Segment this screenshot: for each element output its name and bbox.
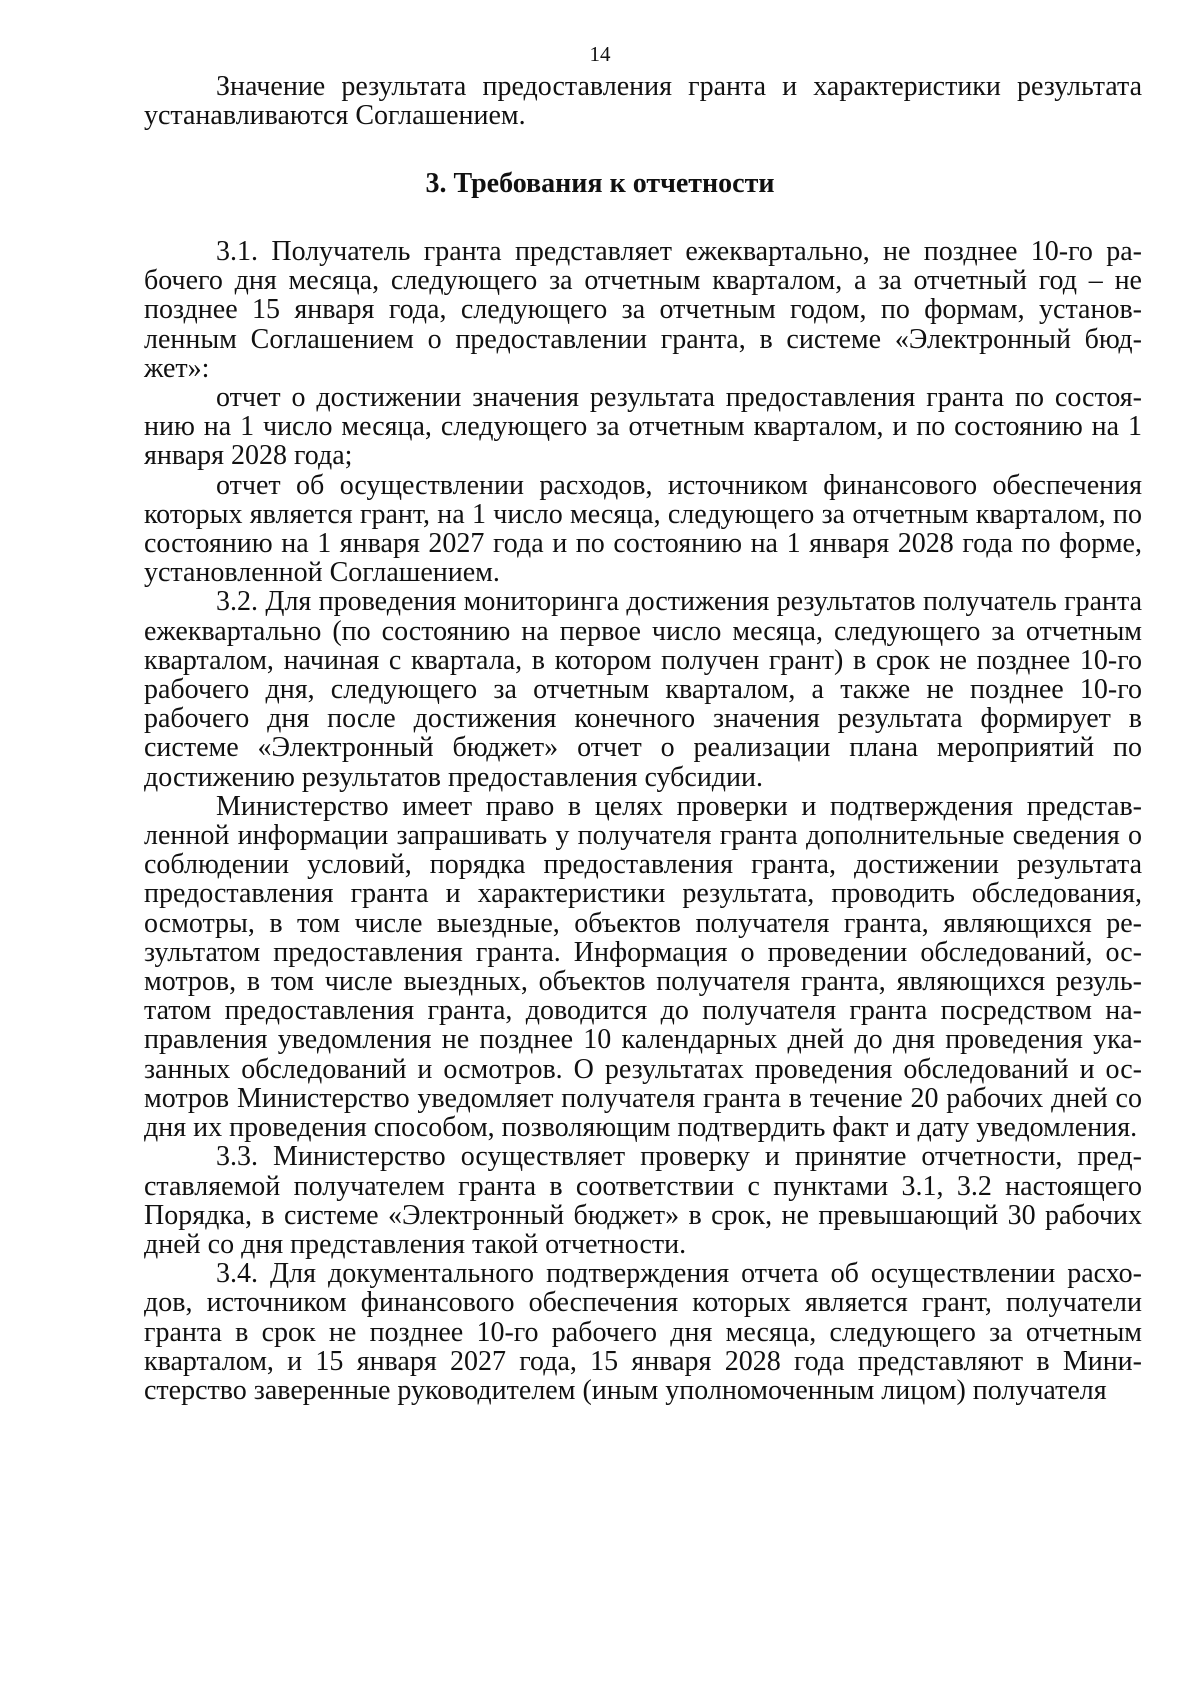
paragraph-3-1: 3.1. Получатель гранта представляет ежеквартально, не позднее 10-го рабочего дня месяца, следующего за отчетным кварталом, а за отчетный год – не позднее 15 января года, следующего за отчетным годом, по формам, установленным Соглашением о предоставлении гранта, в системе «Электронный бюджет»: [144,236,1142,384]
paragraph-3-2: 3.2. Для проведения мониторинга достижения результатов получатель гранта ежеквартально (по состоянию на первое число месяца, следующего за отчетным кварталом, начиная с квартала, в котором получен грант) в срок не позднее 10-го рабочего дня, следующего за отчетным кварталом, а также не позднее 10-го рабочего дня после достижения конечного значения результата формирует в системе «Электронный бюджет» отчет о реализации плана мероприятий по достижению результатов предоставления субсидии. [144,586,1142,793]
paragraph-report-expenses: отчет об осуществлении расходов, источником финансового обеспечения которых является грант, на 1 число месяца, следующего за отчетным кварталом, по состоянию на 1 января 2027 года и по состоянию на 1 января 2028 года по форме, установленной Соглашением. [144,469,1142,589]
paragraph-ministry-rights: Министерство имеет право в целях проверки и подтверждения представленной информации запрашивать у получателя гранта дополнительные сведения о соблюдении условий, порядка предоставления гранта, достижении результата предоставления гранта и характеристики результата, проводить обследования, осмотры, в том числе выездные, объектов получателя гранта, являющихся результатом предоставления гранта. Информация о проведении обследований, осмотров, в том числе выездных, объектов получателя гранта, являющихся результатом предоставления гранта, доводится до получателя гранта посредством направления уведомления не позднее 10 календарных дней до дня проведения указанных обследований и осмотров. О результатах проведения обследований и осмотров Министерство уведомляет получателя гранта в течение 20 рабочих дней со дня их проведения способом, позволяющим подтвердить факт и дату уведомления. [144,790,1142,1144]
section-body [144,237,1142,1405]
paragraph-3-3: 3.3. Министерство осуществляет проверку и принятие отчетности, представляемой получателем гранта в соответствии с пунктами 3.1, 3.2 настоящего Порядка, в системе «Электронный бюджет» в срок, не превышающий 30 рабочих дней со дня представления такой отчетности. [144,1141,1142,1260]
page-number: 14 [589,42,611,66]
paragraph-3-4: 3.4. Для документального подтверждения отчета об осуществлении расходов, источником финансового обеспечения которых является грант, получатели гранта в срок не позднее 10-го рабочего дня месяца, следующего за отчетным кварталом, и 15 января 2027 года, 15 января 2028 года представляют в Министерство заверенные руководителем (иным уполномоченным лицом) получателя [144,1258,1142,1406]
intro-block [144,72,1142,130]
intro-paragraph: Значение результата предоставления гранта и характеристики результата устанавливаются Соглашением. [144,71,1142,132]
paragraph-report-achievement: отчет о достижении значения результата предоставления гранта по состоянию на 1 число месяца, следующего за отчетным кварталом, и по состоянию на 1 января 2028 года; [144,382,1142,472]
section-heading: 3. Требования к отчетности [425,168,775,199]
